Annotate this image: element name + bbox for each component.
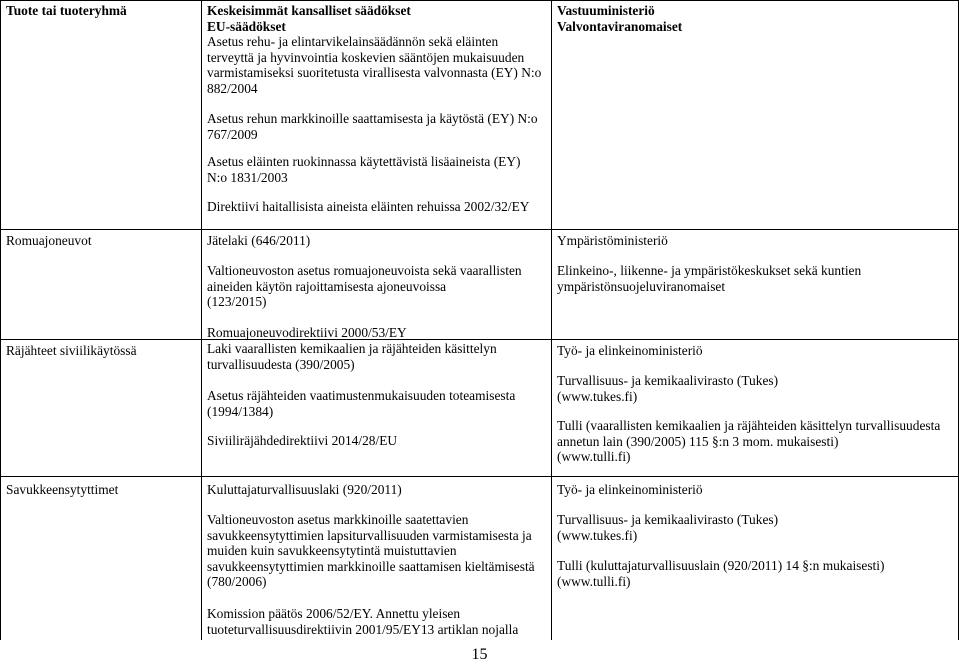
- header-supervisory: Valvontaviranomaiset: [557, 18, 683, 34]
- row1-legislation: [207, 199, 549, 215]
- header-product: [6, 3, 196, 19]
- legislation-line: aineiden käytön rajoittamisesta ajoneuvoissa: [207, 278, 447, 294]
- authority-line: (www.tukes.fi): [557, 388, 638, 404]
- legislation-line: (1994/1384): [207, 403, 274, 419]
- header-legislation: [207, 3, 547, 34]
- row4-authorities: [557, 558, 955, 589]
- legislation-line: Kuluttajaturvallisuuslaki (920/2011): [207, 482, 402, 497]
- authority-line: (www.tulli.fi): [557, 573, 631, 589]
- legislation-line: 767/2009: [207, 126, 258, 142]
- legislation-line: Valtioneuvoston asetus markkinoille saatettavien: [207, 512, 469, 527]
- legislation-line: (780/2006): [207, 574, 267, 589]
- legislation-line: 882/2004: [207, 80, 258, 96]
- row4-legislation: [207, 606, 549, 637]
- authority-line: Ympäristöministeriö: [557, 233, 668, 248]
- authority-line: Työ- ja elinkeinoministeriö: [557, 482, 703, 497]
- legislation-line: varmistamiseksi suoritetusta virallisesta valvonnasta (EY) N:o: [207, 65, 542, 80]
- row4-legislation: [207, 482, 549, 498]
- header-product-label: Tuote tai tuoteryhmä: [6, 3, 127, 18]
- table-border-top: [0, 0, 959, 1]
- legislation-line: Komission päätös 2006/52/EY. Annettu yleisen: [207, 606, 461, 621]
- legislation-line: Direktiivi haitallisista aineista eläinten rehuissa 2002/32/EY: [207, 199, 530, 214]
- row2-authorities: [557, 263, 955, 294]
- legislation-line: Asetus räjähteiden vaatimustenmukaisuuden toteamisesta: [207, 388, 516, 403]
- row3-authorities: [557, 373, 955, 404]
- authority-line: Työ- ja elinkeinoministeriö: [557, 343, 703, 358]
- authority-line: Tulli (kuluttajaturvallisuuslain (920/2011) 14 §:n mukaisesti): [557, 558, 885, 573]
- authority-line: ympäristönsuojeluviranomaiset: [557, 278, 726, 294]
- row3-product: [6, 343, 196, 359]
- legislation-line: Romuajoneuvodirektiivi 2000/53/EY: [207, 325, 407, 340]
- row4-product: [6, 482, 196, 498]
- product-name: Savukkeensytyttimet: [6, 482, 119, 497]
- row-divider: [0, 476, 959, 477]
- authority-line: Turvallisuus- ja kemikaalivirasto (Tukes): [557, 373, 779, 388]
- row3-legislation: [207, 388, 549, 419]
- row3-legislation: [207, 433, 549, 449]
- legislation-line: Jätelaki (646/2011): [207, 233, 311, 248]
- authority-line: Turvallisuus- ja kemikaalivirasto (Tukes): [557, 512, 779, 527]
- header-ministry: Vastuuministeriö: [557, 3, 655, 18]
- row1-legislation: [207, 34, 549, 96]
- row-divider: [0, 229, 959, 230]
- legislation-line: Laki vaarallisten kemikaalien ja räjähteiden käsittelyn: [207, 341, 497, 356]
- table-border-left: [0, 0, 1, 640]
- authority-line: Tulli (vaarallisten kemikaalien ja räjähteiden käsittelyn turvallisuudesta: [557, 418, 941, 433]
- legislation-line: savukkeensytyttimien lapsiturvallisuuden varmistamisesta ja: [207, 527, 532, 543]
- legislation-line: tuoteturvallisuusdirektiivin 2001/95/EY13 artiklan nojalla: [207, 621, 519, 637]
- row3-legislation: [207, 341, 549, 372]
- row2-product: [6, 233, 196, 249]
- row1-legislation: [207, 154, 549, 185]
- header-authorities: [557, 3, 953, 34]
- legislation-line: turvallisuudesta (390/2005): [207, 356, 355, 372]
- row2-legislation: [207, 263, 549, 310]
- product-name: Romuajoneuvot: [6, 233, 92, 248]
- legislation-line: Valtioneuvoston asetus romuajoneuvoista sekä vaarallisten: [207, 263, 522, 278]
- row2-authorities: [557, 233, 955, 249]
- header-legislation-eu: EU-säädökset: [207, 18, 286, 34]
- column-divider: [201, 0, 202, 640]
- legislation-line: Siviiliräjähdedirektiivi 2014/28/EU: [207, 433, 398, 448]
- legislation-line: N:o 1831/2003: [207, 169, 288, 185]
- legislation-line: Asetus rehun markkinoille saattamisesta ja käytöstä (EY) N:o: [207, 111, 538, 126]
- legislation-line: (123/2015): [207, 294, 267, 309]
- legislation-line: muiden kuin savukkeensytytintä muistuttavien: [207, 543, 457, 558]
- row4-legislation: [207, 512, 549, 590]
- header-legislation-national: Keskeisimmät kansalliset säädökset: [207, 3, 411, 18]
- legislation-line: terveyttä ja hyvinvointia koskevien sääntöjen mukaisuuden: [207, 49, 525, 65]
- row4-authorities: [557, 482, 955, 498]
- product-name: Räjähteet siviilikäytössä: [6, 343, 137, 358]
- legislation-line: Asetus rehu- ja elintarvikelainsäädännön sekä eläinten: [207, 34, 499, 49]
- row2-legislation: [207, 233, 549, 249]
- legislation-line: savukkeensytyttimien markkinoille saattamisen kieltämisestä: [207, 558, 535, 574]
- authority-line: (www.tukes.fi): [557, 527, 638, 543]
- row3-authorities: [557, 343, 955, 359]
- authority-line: annetun lain (390/2005) 115 §:n 3 mom. mukaisesti): [557, 433, 839, 449]
- row3-authorities: [557, 418, 955, 465]
- column-divider: [551, 0, 552, 640]
- authority-line: Elinkeino-, liikenne- ja ympäristökeskukset sekä kuntien: [557, 263, 862, 278]
- legislation-line: Asetus eläinten ruokinnassa käytettävistä lisäaineista (EY): [207, 154, 521, 169]
- page-number: 15: [471, 646, 488, 663]
- row1-legislation: [207, 111, 549, 142]
- row2-legislation: [207, 325, 549, 341]
- row4-authorities: [557, 512, 955, 543]
- authority-line: (www.tulli.fi): [557, 449, 631, 464]
